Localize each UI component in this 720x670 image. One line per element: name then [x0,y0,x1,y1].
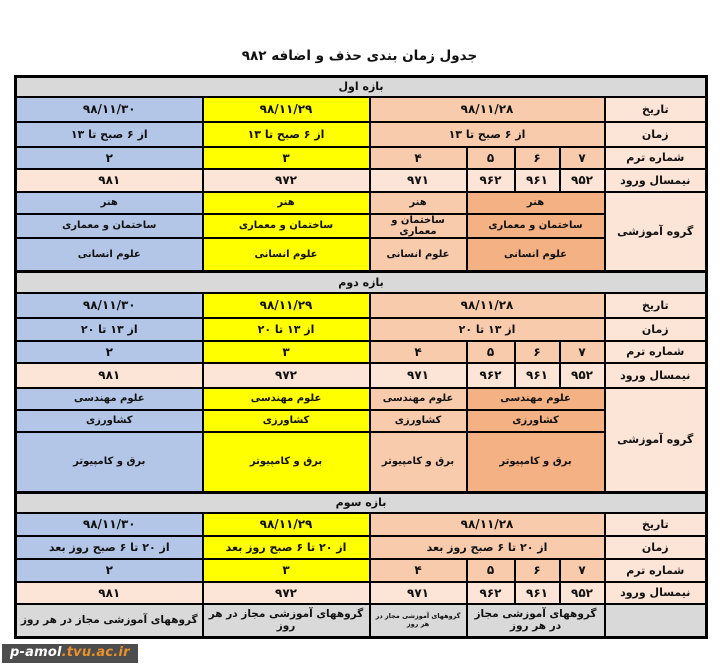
row-header-term: شماره ترم [605,341,707,363]
semester-972-cell: ۹۷۲ [203,169,370,192]
s1-group-art-orange-narrow: هنر [370,192,467,214]
section-1-date-blue: ۹۸/۱۱/۳۰ [16,97,203,122]
row-header-semester: نیمسال ورود [605,363,707,388]
s2-group-electrical-orange-wide: برق و کامپیوتر [467,432,605,493]
s2-group-engineering-orange-narrow: علوم مهندسی [370,388,467,410]
row-header-semester: نیمسال ورود [605,169,707,192]
section-1-time-row [16,122,707,147]
row-header-term: شماره ترم [605,559,707,582]
section-1-date-yellow: ۹۸/۱۱/۲۹ [203,97,370,122]
row-header-date: تاریخ [605,293,707,318]
term-4-cell: ۴ [370,559,467,582]
row-header-group: گروه آموزشی [605,388,707,493]
semester-961-cell: ۹۶۱ [515,363,560,388]
section-3-time-blue: از ۲۰ تا ۶ صبح روز بعد [16,536,203,559]
footer-allowed-groups-orange-narrow: گروههای آموزشی مجاز در هر روز [370,604,467,638]
section-3-footer-row [16,604,707,638]
s2-group-electrical-blue: برق و کامپیوتر [16,432,203,493]
semester-972-cell: ۹۷۲ [203,363,370,388]
watermark-site-prefix: p-amol [10,645,62,660]
term-2-cell: ۲ [16,147,203,169]
term-7-cell: ۷ [560,147,605,169]
s2-group-agriculture-orange-wide: کشاورزی [467,410,605,432]
s1-group-construction-blue: ساختمان و معماری [16,214,203,238]
s1-group-humanities-yellow: علوم انسانی [203,238,370,272]
section-3-time-yellow: از ۲۰ تا ۶ صبح روز بعد [203,536,370,559]
section-2-group-row-3 [16,432,707,493]
row-header-time: زمان [605,318,707,341]
s1-group-art-blue: هنر [16,192,203,214]
term-7-cell: ۷ [560,341,605,363]
s1-group-construction-orange-wide: ساختمان و معماری [467,214,605,238]
term-4-cell: ۴ [370,341,467,363]
semester-971-cell: ۹۷۱ [370,363,467,388]
row-header-group: گروه آموزشی [605,192,707,272]
semester-952-cell: ۹۵۲ [560,582,605,604]
term-6-cell: ۶ [515,147,560,169]
semester-962-cell: ۹۶۲ [467,169,515,192]
term-3-cell: ۳ [203,147,370,169]
semester-962-cell: ۹۶۲ [467,363,515,388]
semester-952-cell: ۹۵۲ [560,169,605,192]
schedule-table [14,75,708,639]
section-2-date-yellow: ۹۸/۱۱/۲۹ [203,293,370,318]
term-7-cell: ۷ [560,559,605,582]
section-1-date-row [16,97,707,122]
section-2-time-blue: از ۱۳ تا ۲۰ [16,318,203,341]
section-3-time-row [16,536,707,559]
page-title: جدول زمان بندی حذف و اضافه ۹۸۲ [241,48,478,64]
section-1-group-row-2 [16,214,707,238]
section-3-title: بازه سوم [16,493,707,513]
section-1-time-blue: از ۶ صبح تا ۱۳ [16,122,203,147]
s1-group-humanities-orange-narrow: علوم انسانی [370,238,467,272]
section-2-header-row [16,272,707,293]
s2-group-agriculture-blue: کشاورزی [16,410,203,432]
s1-group-humanities-orange-wide: علوم انسانی [467,238,605,272]
term-4-cell: ۴ [370,147,467,169]
term-5-cell: ۵ [467,147,515,169]
s2-group-engineering-yellow: علوم مهندسی [203,388,370,410]
s2-group-electrical-yellow: برق و کامپیوتر [203,432,370,493]
s2-group-engineering-blue: علوم مهندسی [16,388,203,410]
section-2-time-yellow: از ۱۳ تا ۲۰ [203,318,370,341]
section-2-date-blue: ۹۸/۱۱/۳۰ [16,293,203,318]
section-2-time-row [16,318,707,341]
term-5-cell: ۵ [467,341,515,363]
semester-962-cell: ۹۶۲ [467,582,515,604]
term-3-cell: ۳ [203,341,370,363]
s2-group-agriculture-orange-narrow: کشاورزی [370,410,467,432]
s2-group-engineering-orange-wide: علوم مهندسی [467,388,605,410]
s1-group-art-yellow: هنر [203,192,370,214]
section-2-time-orange: از ۱۳ تا ۲۰ [370,318,605,341]
s2-group-electrical-orange-narrow: برق و کامپیوتر [370,432,467,493]
row-header-date: تاریخ [605,513,707,536]
watermark-badge [2,644,138,663]
section-2-group-row-1 [16,388,707,410]
watermark-site-suffix: .tvu.ac.ir [61,645,130,660]
row-header-term: شماره ترم [605,147,707,169]
section-2-group-row-2 [16,410,707,432]
semester-981-cell: ۹۸۱ [16,582,203,604]
section-2-term-row [16,341,707,363]
semester-961-cell: ۹۶۱ [515,169,560,192]
semester-972-cell: ۹۷۲ [203,582,370,604]
section-1-group-row-3 [16,238,707,272]
row-header-time: زمان [605,122,707,147]
semester-952-cell: ۹۵۲ [560,363,605,388]
row-header-semester: نیمسال ورود [605,582,707,604]
section-1-title: بازه اول [16,77,707,97]
section-3-date-row [16,513,707,536]
section-3-date-yellow: ۹۸/۱۱/۲۹ [203,513,370,536]
term-2-cell: ۲ [16,559,203,582]
s1-group-humanities-blue: علوم انسانی [16,238,203,272]
section-3-semester-row [16,582,707,604]
section-3-header-row [16,493,707,513]
section-3-time-orange: از ۲۰ تا ۶ صبح روز بعد [370,536,605,559]
section-1-time-orange: از ۶ صبح تا ۱۳ [370,122,605,147]
term-2-cell: ۲ [16,341,203,363]
row-header-date: تاریخ [605,97,707,122]
footer-allowed-groups-blue: گروههای آموزشی مجاز در هر روز [16,604,203,638]
semester-971-cell: ۹۷۱ [370,169,467,192]
footer-allowed-groups-yellow: گروههای آموزشی مجاز در هر روز [203,604,370,638]
footer-empty-cell [605,604,707,638]
section-1-semester-row [16,169,707,192]
section-3-date-orange: ۹۸/۱۱/۲۸ [370,513,605,536]
semester-981-cell: ۹۸۱ [16,363,203,388]
section-2-semester-row [16,363,707,388]
section-1-term-row [16,147,707,169]
s2-group-agriculture-yellow: کشاورزی [203,410,370,432]
term-6-cell: ۶ [515,559,560,582]
s1-group-construction-yellow: ساختمان و معماری [203,214,370,238]
term-5-cell: ۵ [467,559,515,582]
section-3-date-blue: ۹۸/۱۱/۳۰ [16,513,203,536]
section-2-date-orange: ۹۸/۱۱/۲۸ [370,293,605,318]
term-3-cell: ۳ [203,559,370,582]
footer-allowed-groups-orange-wide: گروههای آموزشی مجاز در هر روز [467,604,605,638]
section-3-term-row [16,559,707,582]
term-6-cell: ۶ [515,341,560,363]
s1-group-construction-orange-narrow: ساختمان و معماری [370,214,467,238]
section-1-header-row [16,77,707,97]
section-2-date-row [16,293,707,318]
section-2-title: بازه دوم [16,272,707,293]
row-header-time: زمان [605,536,707,559]
section-1-group-row-1 [16,192,707,214]
s1-group-art-orange-wide: هنر [467,192,605,214]
section-1-date-orange: ۹۸/۱۱/۲۸ [370,97,605,122]
semester-981-cell: ۹۸۱ [16,169,203,192]
section-1-time-yellow: از ۶ صبح تا ۱۳ [203,122,370,147]
semester-971-cell: ۹۷۱ [370,582,467,604]
semester-961-cell: ۹۶۱ [515,582,560,604]
